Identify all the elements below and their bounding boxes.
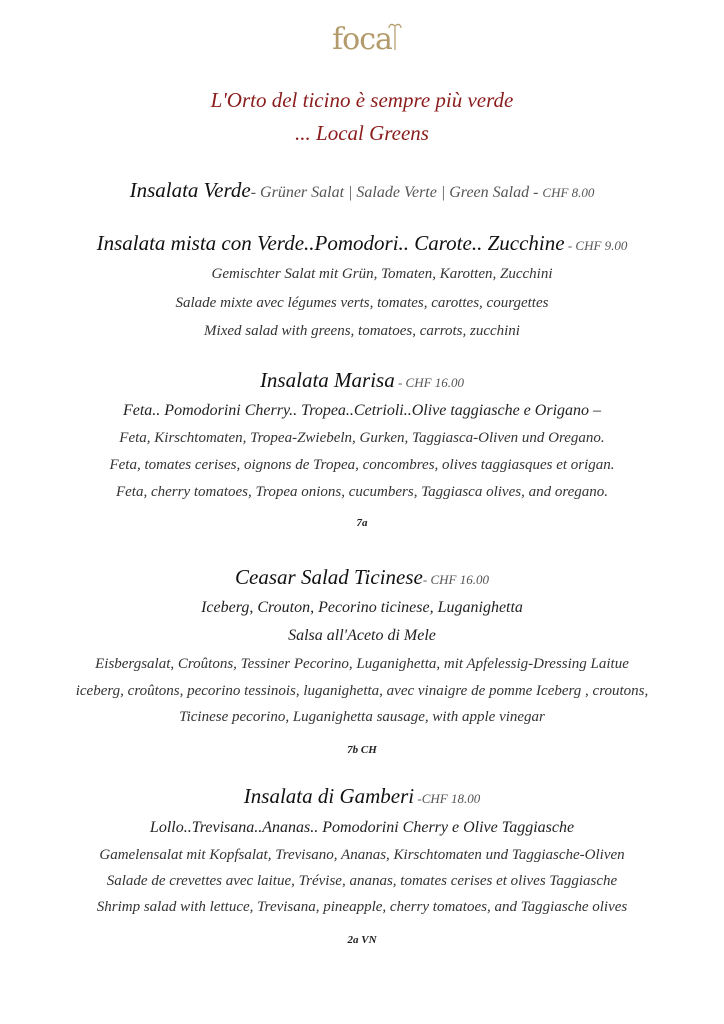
item-separator: - xyxy=(422,572,431,587)
allergen-code: 7a xyxy=(356,517,368,529)
menu-title: L'Orto del ticino è sempre più verde xyxy=(210,88,514,112)
item-desc-line: Eisbergsalat, Croûtons, Tessiner Pecorino, Luganighetta, mit Apfelessig-Dressing Laitue xyxy=(95,656,629,672)
item-name: Insalata Marisa xyxy=(259,368,395,392)
item-ingredients: Iceberg, Crouton, Pecorino ticinese, Luganighetta xyxy=(201,599,523,616)
menu-item-insalata-marisa xyxy=(0,368,724,393)
item-desc-de: Gamelensalat mit Kopfsalat, Trevisano, Ananas, Kirschtomaten und Taggiasche-Oliven xyxy=(99,847,625,863)
item-separator: - xyxy=(414,791,422,806)
palm-logo-icon xyxy=(388,22,402,52)
item-desc-fr: Salade mixte avec légumes verts, tomates, carottes, courgettes xyxy=(175,295,549,311)
item-ingredients: Feta.. Pomodorini Cherry.. Tropea..Cetrioli..Olive taggiasche e Origano – xyxy=(122,402,602,419)
item-desc-en: Mixed salad with greens, tomatoes, carrots, zucchini xyxy=(204,323,520,339)
item-name: Ceasar Salad Ticinese xyxy=(235,565,423,589)
menu-subtitle: ... Local Greens xyxy=(295,121,429,145)
item-desc-line: iceberg, croûtons, pecorino tessinois, luganighetta, avec vinaigre de pomme Iceberg , croutons, xyxy=(75,683,649,699)
item-desc-de: Feta, Kirschtomaten, Tropea-Zwiebeln, Gurken, Taggiasca-Oliven und Oregano. xyxy=(119,430,605,446)
item-price: CHF 16.00 xyxy=(405,375,465,390)
menu-item-insalata-gamberi xyxy=(0,784,724,809)
item-price: CHF 9.00 xyxy=(575,238,628,253)
item-translations: - Grüner Salat | Salade Verte | Green Salad - xyxy=(250,184,543,201)
logo-text: foca xyxy=(332,22,392,57)
item-desc-fr: Salade de crevettes avec laitue, Trévise, ananas, tomates cerises et olives Taggiasche xyxy=(106,873,618,889)
item-name: Insalata mista con Verde..Pomodori.. Carote.. Zucchine xyxy=(96,231,565,255)
item-desc-line: Ticinese pecorino, Luganighetta sausage, with apple vinegar xyxy=(179,709,545,725)
logo xyxy=(0,22,724,57)
item-separator: - xyxy=(394,375,406,390)
item-name: Insalata di Gamberi xyxy=(243,784,415,808)
item-desc-de: Gemischter Salat mit Grün, Tomaten, Karotten, Zucchini xyxy=(211,266,553,282)
item-price: CHF 16.00 xyxy=(430,572,489,587)
item-ingredients: Lollo..Trevisana..Ananas.. Pomodorini Cherry e Olive Taggiasche xyxy=(149,819,575,836)
allergen-code: 2a VN xyxy=(347,934,377,946)
item-desc-en: Feta, cherry tomatoes, Tropea onions, cucumbers, Taggiasca olives, and oregano. xyxy=(115,484,609,500)
item-sauce: Salsa all'Aceto di Mele xyxy=(288,627,436,644)
item-name: Insalata Verde xyxy=(129,178,251,202)
item-price: CHF 18.00 xyxy=(421,791,481,806)
item-desc-en: Shrimp salad with lettuce, Trevisana, pineapple, cherry tomatoes, and Taggiasche olives xyxy=(96,899,628,915)
item-separator: - xyxy=(564,238,576,253)
item-desc-fr: Feta, tomates cerises, oignons de Tropea, concombres, olives taggiasques et origan. xyxy=(109,457,615,473)
allergen-code: 7b CH xyxy=(347,744,377,756)
menu-item-insalata-mista xyxy=(0,231,724,256)
menu-item-insalata-verde xyxy=(0,178,724,203)
item-price: CHF 8.00 xyxy=(542,185,595,200)
menu-item-ceasar-salad xyxy=(0,565,724,590)
